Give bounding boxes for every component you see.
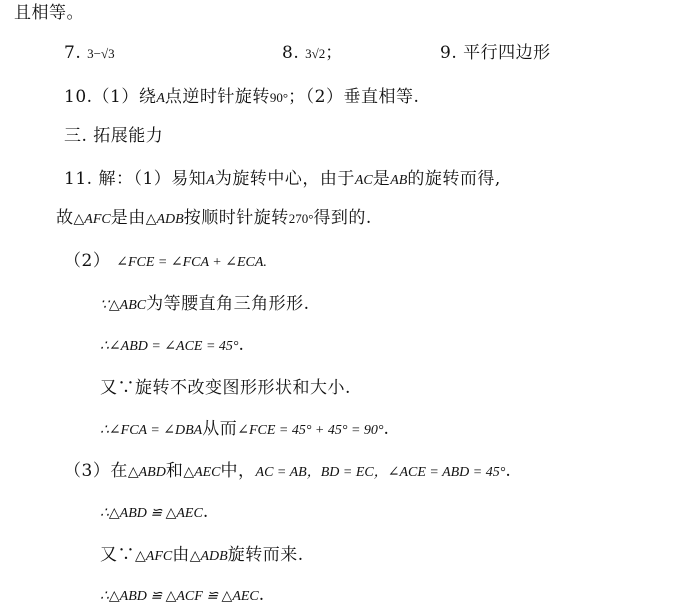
text: 故 — [56, 208, 74, 228]
math-triangle: △AEC — [183, 465, 221, 480]
math-triangle: ∵△ABC — [100, 298, 147, 313]
answer-11-intro — [64, 168, 501, 192]
text: 且相等。 — [14, 3, 84, 23]
period: . — [258, 585, 265, 605]
text: 是 — [372, 169, 391, 189]
math-equation: ∠FCE = ∠FCA + ∠ECA. — [116, 255, 267, 270]
math-var: AC — [354, 173, 373, 188]
text: 的旋转而得, — [407, 169, 501, 189]
text: 为旋转中心，由于 — [214, 169, 355, 189]
math-var: A — [206, 173, 215, 188]
math-equation: ∴∠ABD = ∠ACE = 45° — [100, 339, 239, 354]
text: 是由 — [110, 208, 146, 228]
text: 10.（1）绕 — [64, 87, 157, 107]
text: 从而 — [202, 419, 238, 439]
math-degree: 90° — [269, 90, 289, 105]
math-var: A — [156, 91, 165, 106]
part-2-step-2 — [100, 334, 244, 358]
math-congruence: ∴△ABD ≌ △ACF ≌ △AEC — [100, 589, 259, 604]
math-var: AB — [390, 173, 408, 188]
part-2-step-1 — [100, 293, 310, 317]
math-triangle: △AFC — [73, 212, 111, 227]
part-2-step-4 — [100, 418, 389, 442]
math-equation: ∠FCE = 45° + 45° = 90° — [237, 423, 384, 438]
answer-11-part1-conclusion — [56, 207, 372, 231]
text: 又∵ — [100, 545, 135, 565]
math-degree: 270° — [288, 211, 314, 226]
answer-7 — [64, 42, 115, 65]
math-congruence: ∴△ABD ≌ △AEC — [100, 506, 203, 521]
math-equation: ∴∠FCA = ∠DBA — [100, 423, 203, 438]
answer-9: 9. 平行四边形 — [440, 43, 551, 63]
part-label: （2） — [64, 251, 111, 271]
math-conditions: AC = AB，BD = EC，∠ACE = ABD = 45° — [255, 465, 506, 480]
part-3-step-2 — [100, 544, 304, 568]
text: ；（2）垂直相等. — [288, 87, 420, 107]
text: 为等腰直角三角形形. — [146, 294, 310, 314]
text: 得到的. — [313, 208, 372, 228]
part-3-step-3 — [100, 584, 265, 608]
answer-7-math: 3−√3 — [87, 46, 115, 61]
part-3-step-1 — [100, 501, 209, 525]
answer-8-label: 8. — [282, 43, 300, 63]
math-triangle: △ADB — [189, 549, 228, 564]
text: 中， — [220, 461, 256, 481]
separator: ； — [325, 43, 343, 63]
answer-8 — [282, 42, 343, 65]
math-triangle: △ADB — [145, 212, 184, 227]
period: . — [202, 502, 209, 522]
part-3-heading — [64, 460, 511, 484]
text: 11. 解：（1）易知 — [64, 169, 207, 189]
section-title: 三. 拓展能力 — [64, 126, 164, 146]
line-continuation — [14, 2, 84, 24]
math-triangle: △AFC — [135, 549, 173, 564]
part-label: （3）在 — [64, 461, 128, 481]
text: 由 — [172, 545, 190, 565]
period: . — [505, 461, 512, 481]
section-heading — [64, 125, 163, 147]
text: 和 — [165, 461, 184, 481]
period: . — [383, 419, 390, 439]
answer-7-label: 7. — [64, 43, 82, 63]
answer-10 — [64, 86, 419, 110]
part-2-step-3 — [100, 377, 351, 399]
period: . — [238, 335, 245, 355]
part-2-heading — [64, 250, 267, 274]
text: 按顺时针旋转 — [183, 208, 289, 228]
text: 旋转而来. — [227, 545, 304, 565]
answer-8-math: 3√2 — [305, 46, 326, 61]
text: 又∵旋转不改变图形形状和大小. — [100, 378, 351, 398]
text: 点逆时针旋转 — [164, 87, 270, 107]
math-triangle: △ABD — [127, 465, 166, 480]
answers-7-8-9 — [64, 42, 664, 64]
